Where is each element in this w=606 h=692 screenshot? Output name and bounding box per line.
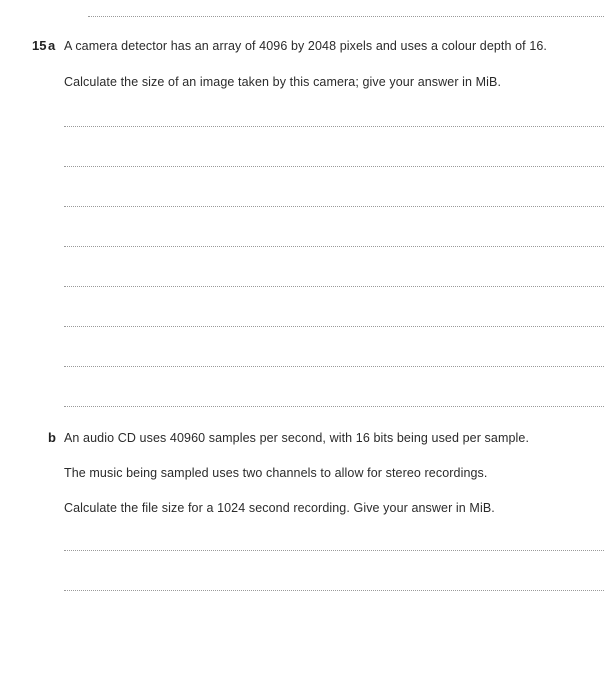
part-a-line-1: A camera detector has an array of 4096 by 2048 pixels and uses a colour depth of 16.	[64, 39, 548, 53]
part-b-line-3: Calculate the file size for a 1024 second recording. Give your answer in MiB.	[64, 501, 495, 515]
answer-line	[64, 126, 604, 127]
part-a-label: a	[48, 38, 56, 53]
answer-line	[64, 286, 604, 287]
part-b-line-2: The music being sampled uses two channels to allow for stereo recordings.	[64, 466, 488, 480]
part-b-label: b	[48, 430, 56, 445]
answer-line	[64, 366, 604, 367]
question-number: 15	[32, 38, 47, 53]
answer-line	[88, 16, 604, 17]
part-a-line-2: Calculate the size of an image taken by this camera; give your answer in MiB.	[64, 75, 502, 89]
answer-line	[64, 590, 604, 591]
answer-line	[64, 206, 604, 207]
answer-line	[64, 166, 604, 167]
answer-line	[64, 246, 604, 247]
part-b-line-1: An audio CD uses 40960 samples per second, with 16 bits being used per sample.	[64, 431, 530, 445]
answer-line	[64, 550, 604, 551]
answer-line	[64, 326, 604, 327]
answer-line	[64, 406, 604, 407]
